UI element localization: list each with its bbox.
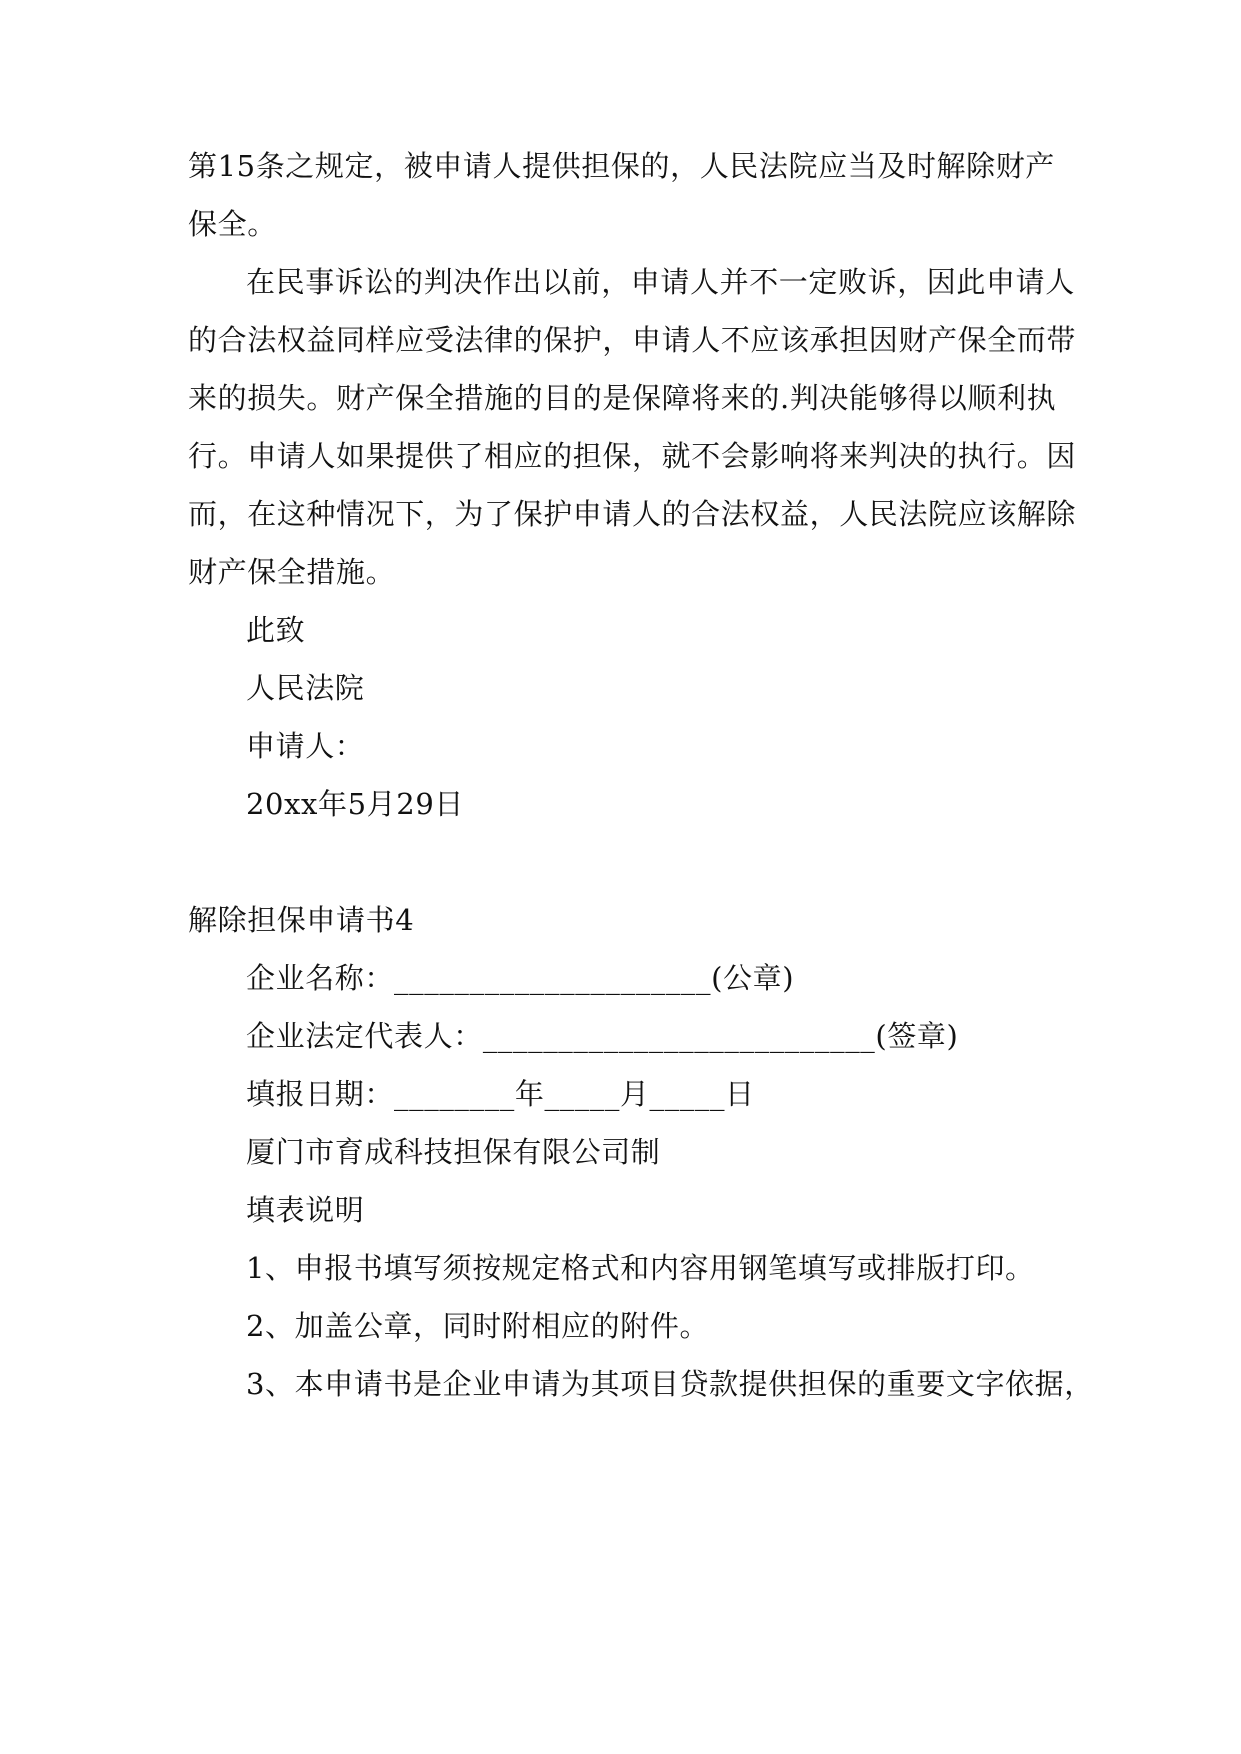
paragraph-line: 财产保全措施。 [188,555,396,589]
closing-salutation: 此致 [246,613,306,647]
month-blank: _____ [544,1077,620,1111]
year-blank: ________ [394,1077,515,1111]
paragraph-line: 第15条之规定，被申请人提供担保的，人民法院应当及时解除财产 [188,149,1055,183]
paragraph-line: 的合法权益同样应受法律的保护，申请人不应该承担因财产保全而带 [188,323,1077,357]
paragraph-line: 而，在这种情况下，为了保护申请人的合法权益，人民法院应该解除 [188,497,1077,531]
company-name-blank: _____________________ [394,961,712,995]
legal-rep-signature-note: (签章) [875,1019,959,1053]
company-name-label: 企业名称： [246,961,395,995]
instruction-item: 2、加盖公章，同时附相应的附件。 [246,1309,710,1343]
company-seal-note: (公章) [711,961,795,995]
closing-date: 20xx年5月29日 [246,787,464,821]
month-label: 月 [619,1077,650,1111]
company-name-row [246,958,794,998]
paragraph-line: 保全。 [188,207,277,241]
instruction-item: 3、本申请书是企业申请为其项目贷款提供担保的重要文字依据， [246,1367,1094,1401]
year-label: 年 [514,1077,545,1111]
legal-rep-row [246,1016,958,1056]
instruction-item: 1、申报书填写须按规定格式和内容用钢笔填写或排版打印。 [246,1251,1035,1285]
fill-date-row [246,1074,755,1114]
paragraph-line: 在民事诉讼的判决作出以前，申请人并不一定败诉，因此申请人 [246,265,1075,299]
legal-rep-label: 企业法定代表人： [246,1019,483,1053]
closing-applicant-label: 申请人： [246,729,365,763]
paragraph-line: 来的损失。财产保全措施的目的是保障将来的.判决能够得以顺利执 [188,381,1057,415]
section-title: 解除担保申请书4 [188,903,415,937]
day-label: 日 [725,1077,755,1111]
producer-line: 厦门市育成科技担保有限公司制 [246,1135,661,1169]
fill-date-label: 填报日期： [246,1077,395,1111]
closing-recipient: 人民法院 [246,671,365,705]
paragraph-line: 行。申请人如果提供了相应的担保，就不会影响将来判决的执行。因 [188,439,1077,473]
instructions-title: 填表说明 [246,1193,365,1227]
day-blank: _____ [649,1077,726,1111]
legal-rep-blank: __________________________ [482,1019,876,1053]
